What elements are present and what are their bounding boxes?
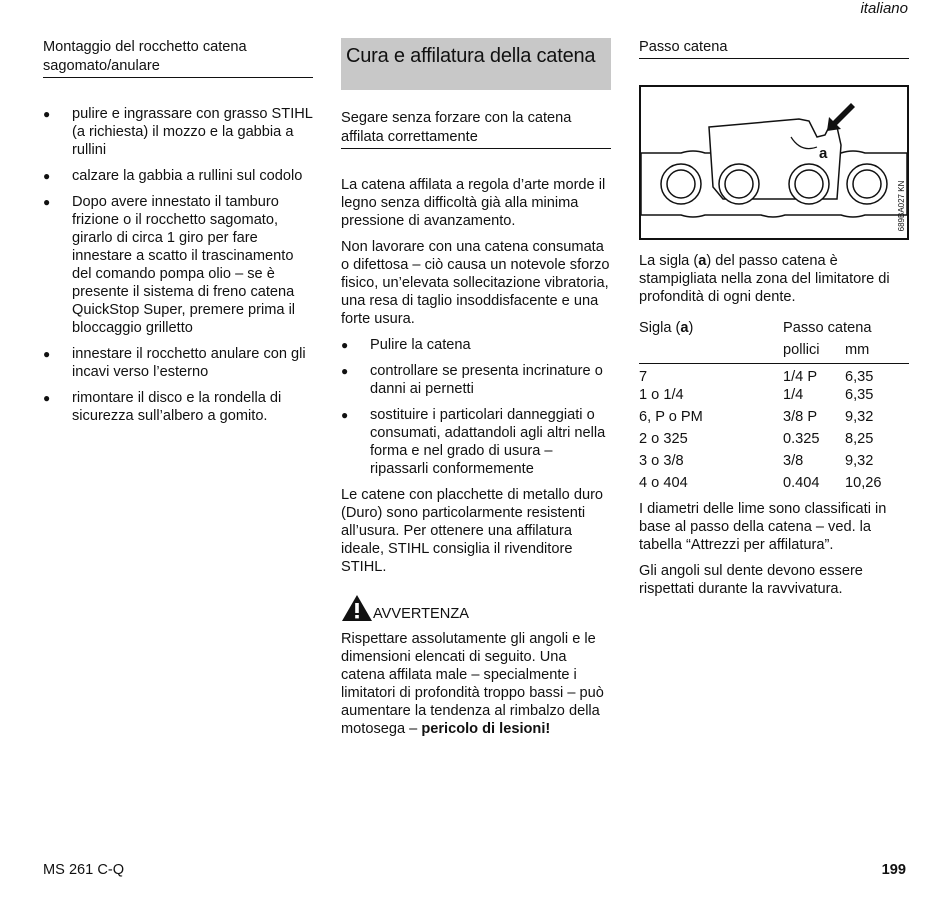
chain-pitch-diagram [639, 85, 909, 240]
warning-emphasis: pericolo di lesioni! [421, 721, 551, 737]
table-row [639, 452, 909, 474]
table-header-cell: Passo catena [783, 320, 872, 336]
chain-illustration [641, 87, 907, 238]
table-row [639, 474, 909, 496]
text-run: ) del passo catena è stampigliata nella zona del limitatore di profondità di ogni dente. [639, 253, 890, 305]
table-cell: 7 [639, 368, 648, 385]
table-cell: 1/4 [783, 386, 804, 403]
table-cell: 3/8 P [783, 408, 818, 425]
column-left [43, 38, 313, 433]
list-item: ● sostituire i particolari danneggiati o consumati, adattandoli agli altri nella forma e nel grado di usura – ripassarli conformemente [341, 406, 611, 478]
table-header-cell: mm [845, 341, 909, 363]
table-cell: 3/8 [783, 452, 804, 469]
pointer-arrow-icon [827, 103, 855, 131]
list-item: ● Dopo avere innestato il tamburo frizione o il rocchetto sagomato, girarlo di circa 1 giro per fare innestare a scatto il trascinamento del comando pompa olio – se è presente il sistema di freno catena QuickStop Super, premere prima il bloccaggio grilletto [43, 193, 313, 337]
page-language: italiano [860, 0, 908, 17]
warning-text [341, 630, 611, 738]
table-subheader-row [639, 341, 909, 363]
paragraph: La catena affilata a regola d’arte morde il legno senza difficoltà già alla minima pressione di avanzamento. [341, 177, 606, 229]
table-cell: 0.404 [783, 474, 820, 491]
table-cell: 2 o 325 [639, 430, 688, 447]
table-cell: 10,26 [845, 474, 882, 491]
table-header-cell: Sigla (a) [639, 320, 694, 336]
warning-heading [341, 594, 611, 622]
diagram-code: 689BA027 KN [897, 180, 906, 232]
chain-pitch-table [639, 319, 909, 496]
list-item: ● calzare la gabbia a rullini sul codolo [43, 167, 313, 185]
column-right [639, 38, 909, 606]
list-item: ● Pulire la catena [341, 336, 611, 354]
footer-model: MS 261 C-Q [43, 862, 125, 878]
table-cell: 9,32 [845, 408, 874, 425]
table-cell: 4 o 404 [639, 474, 688, 491]
table-cell [639, 341, 783, 363]
page-number: 199 [881, 862, 906, 878]
column-middle [341, 38, 611, 746]
list-item: ● controllare se presenta incrinature o danni ai pernetti [341, 362, 611, 398]
list-item: ● rimontare il disco e la rondella di sicurezza sull’albero a gomito. [43, 389, 313, 425]
table-cell: 1/4 P [783, 368, 818, 385]
section-heading-sprocket: Montaggio del rocchetto catena sagomato/anulare [43, 38, 313, 78]
table-cell: 0.325 [783, 430, 820, 447]
table-cell: 1 o 1/4 [639, 386, 684, 403]
table-row [639, 386, 909, 408]
chapter-title: Cura e affilatura della catena [341, 38, 611, 90]
table-row [639, 408, 909, 430]
list-item: ● innestare il rocchetto anulare con gli incavi verso l’esterno [43, 345, 313, 381]
table-cell: 6, P o PM [639, 408, 703, 425]
sprocket-steps-list [43, 105, 313, 425]
warning-label: AVVERTENZA [373, 606, 469, 622]
diagram-label-a: a [819, 145, 828, 162]
table-cell: 6,35 [845, 368, 874, 385]
table-cell: 3 o 3/8 [639, 452, 684, 469]
chain-care-list [341, 336, 611, 478]
section-heading-chain-pitch: Passo catena [639, 38, 909, 59]
table-cell: 9,32 [845, 452, 874, 469]
paragraph: Non lavorare con una catena consumata o difettosa – ciò causa un notevole sforzo fisico, un’elevata sollecitazione vibratoria, una resa di taglio insoddisfacente e una forte usura. [341, 239, 610, 327]
list-item: ● pulire e ingrassare con grasso STIHL (a richiesta) il mozzo e la gabbia a rullini [43, 105, 313, 159]
text-run-bold: a [698, 253, 707, 269]
warning-triangle-icon [341, 594, 373, 622]
paragraph: I diametri delle lime sono classificati in base al passo della catena – ved. la tabella “Attrezzi per affilatura”. [639, 500, 887, 553]
table-header-row [639, 319, 909, 341]
paragraph: Gli angoli sul dente devono essere rispettati durante la ravvivatura. [639, 562, 863, 597]
text-run: La sigla ( [639, 253, 699, 269]
table-row [639, 430, 909, 452]
paragraph: Le catene con placchette di metallo duro (Duro) sono particolarmente resistenti all’usura. Per ottenere una affilatura ideale, STIHL consiglia il rivenditore STIHL. [341, 487, 604, 575]
section-heading-sharp-chain: Segare senza forzare con la catena affilata correttamente [341, 109, 611, 149]
paragraph [639, 252, 909, 306]
table-cell: 6,35 [845, 386, 874, 403]
warning-body: Rispettare assolutamente gli angoli e le dimensioni elencati di seguito. Una catena affilata male – specialmente i limitatori di profondità troppo bassi – può aumentare la tendenza al rimbalzo della motosega – [341, 631, 604, 737]
table-row [639, 363, 909, 386]
table-cell: 8,25 [845, 430, 874, 447]
table-header-cell: pollici [783, 341, 845, 363]
